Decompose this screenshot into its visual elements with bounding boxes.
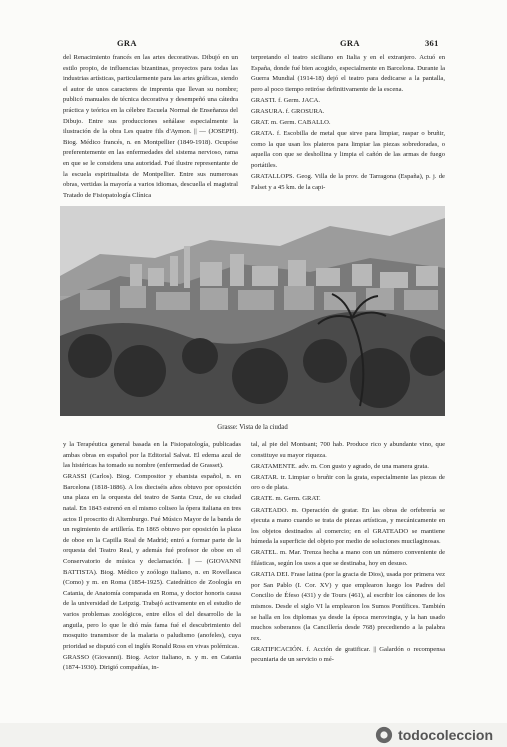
paragraph: y la Terapéutica general basada en la Fisiopatología, publicadas ambas obras en español por la Editorial Salvat. El edema azul de las histéricas ha tomado su nombre (enfermedad de Grasset).	[63, 441, 241, 470]
column-top-right	[251, 53, 445, 193]
running-head-center: GRA	[340, 38, 360, 48]
entry-grassi: GRASSI (Carlos). Biog. Compositor y ebanista español, n. en Barcelona (1818-1886). A los dieciséis años obtuvo por oposición una plaza en la orquesta del teatro de Santa Cruz, de su ciudad natal. En 1843 estrenó en el mismo coliseo la ópera italiana en tres actos Il proscrito di Altemburgo. Fué Músico Mayor de la banda de un regimiento de artillería. En 1865 obtuvo por oposición la plaza de oboe en la Capilla Real de Madrid; entró a formar parte de la orquesta del Teatro Real, y además fué profesor de oboe en el Conservatorio de música y declamación. || — (GIOVANNI BATTISTA). Biog. Médico y zoólogo italiano, n. en Rovellasca (Como) y m. en Roma (1854-1925). Catedrático de Zoología en Catania, de Anatomía comparada en Roma, y doctor honoris causa de la universidad de Leipzig. Trabajó activamente en el estudio de varios problemas zoológicos, entre ellos el del desarrollo de la anguila, pero lo que le dió más fama fué el descubrimiento del mosquito transmisor de la malaria o paludismo (anofeles), cuya prioridad se disputó con el inglés Ronald Ross en vivas polémicas.	[63, 473, 241, 650]
entry-grat: GRAT. m. Germ. CABALLO.	[251, 119, 331, 127]
paragraph: del Renacimiento francés en las artes decorativas. Dibujó en un estilo propio, de influencias bizantinas, proyectos para todas las industrias artísticas, particularmente para las artes gráficas, siendo el autor de unos caracteres de imprenta que llevan su nombre; publicó manuales de técnica decorativa y desempeñó una cátedra práctica y teórica en la célebre Escuela Normal de Enseñanza del Dibujo. Entre sus producciones señálase especialmente la ilustración de la obra Les quatre fils d'Aymon. || — (JOSEPH). Biog. Médico francés, n. en Montpellier (1849-1918). Ocupóse preferentemente en las enfermedades del sistema nervioso, rama en que se le considera una autoridad. Fué ilustre representante de la escuela espiritualista de Montpellier. Entre sus numerosas obras, vertidas la mayoría a varios idiomas, descuella el magistral Tratado de Fisiopatología Clínica	[63, 54, 238, 199]
photo-caption: Grasse: Vista de la ciudad	[217, 424, 288, 431]
entry-gratificacion: GRATIFICACIÓN. f. Acción de gratificar. || Galardón o recompensa pecuniaria de un servicio o mé-	[251, 645, 445, 664]
entry-gratar: GRATAR. tr. Limpiar o bruñir con la grata, especialmente las piezas de oro o de plata.	[251, 473, 445, 492]
entry-grasso: GRASSO (Giovanni). Biog. Actor italiano, n. y m. en Catania (1874-1930). Dirigió compañías, in-	[63, 653, 241, 672]
watermark	[375, 726, 493, 744]
entry-grasura: GRASURA. f. GROSURA.	[251, 107, 325, 115]
entry-grateado: GRATEADO. m. Operación de gratar. En las obras de orfebrería se ejecuta a mano cuando se trata de piezas artísticas, y mecánicamente en los objetos destinados al comercio; en el GRATEADO se mantiene húmeda la superficie del objeto por medio de soluciones mucilaginosas.	[251, 506, 445, 546]
entry-gratamente: GRATAMENTE. adv. m. Con gusto y agrado, de una manera grata.	[251, 462, 429, 470]
entry-gratel: GRATEL. m. Mar. Trenza hecha a mano con un número conveniente de filásticas, según los usos a que se destinaba, hoy en desuso.	[251, 549, 445, 568]
city-view-illustration	[60, 206, 445, 416]
watermark-text: todocoleccion	[398, 727, 493, 743]
entry-grasti: GRASTI. f. Germ. JACA.	[251, 96, 321, 104]
entry-grate: GRATE. m. Germ. GRAT.	[251, 495, 321, 503]
todocoleccion-logo-icon	[375, 726, 393, 744]
column-bottom-right	[251, 440, 445, 666]
paragraph: tal, al pie del Montsant; 700 hab. Produce rico y abundante vino, que constituye su mayor riqueza.	[251, 441, 445, 459]
page-number: 361	[425, 38, 439, 48]
entry-gratia-dei: GRATIA DEI. Frase latina (por la gracia de Dios), usada por primera vez por San Pablo (I. Cor. XV) y que emplearon luego los Padres del Concilio de Éfeso (431) y de Tours (461), al escribir los cánones de los mismos. Desde el siglo VI la emplearon los Sumos Pontífices. También se halla en los diplomas ya desde la época merovingia, y la han usado muchos soberanos (la Cancillería desde 768) precediendo a la palabra rex.	[251, 571, 445, 642]
running-head-left: GRA	[117, 38, 137, 48]
column-bottom-left	[63, 440, 241, 674]
column-top-left	[63, 53, 238, 201]
entry-gratallops: GRATALLOPS. Geog. Villa de la prov. de Tarragona (España), p. j. de Falset y a 45 km. de la capi-	[251, 173, 445, 191]
watermark-bar	[0, 723, 507, 747]
entry-grata: GRATA. f. Escobilla de metal que sirve para limpiar, raspar o bruñir, como la que usan los plateros para limpiar las piezas sobredoradas, o aquella con que se deshollina y limpia el cañón de las armas de fuego portátiles.	[251, 130, 445, 169]
paragraph: terpretando el teatro siciliano en Italia y en el extranjero. Actuó en España, donde fué bien acogido, especialmente en Barcelona. Durante la Guerra Mundial (1914-18) dejó el teatro para dedicarse a la pantalla, pero al poco tiempo retiróse definitivamente de la escena.	[251, 54, 445, 93]
city-photograph	[60, 206, 445, 416]
